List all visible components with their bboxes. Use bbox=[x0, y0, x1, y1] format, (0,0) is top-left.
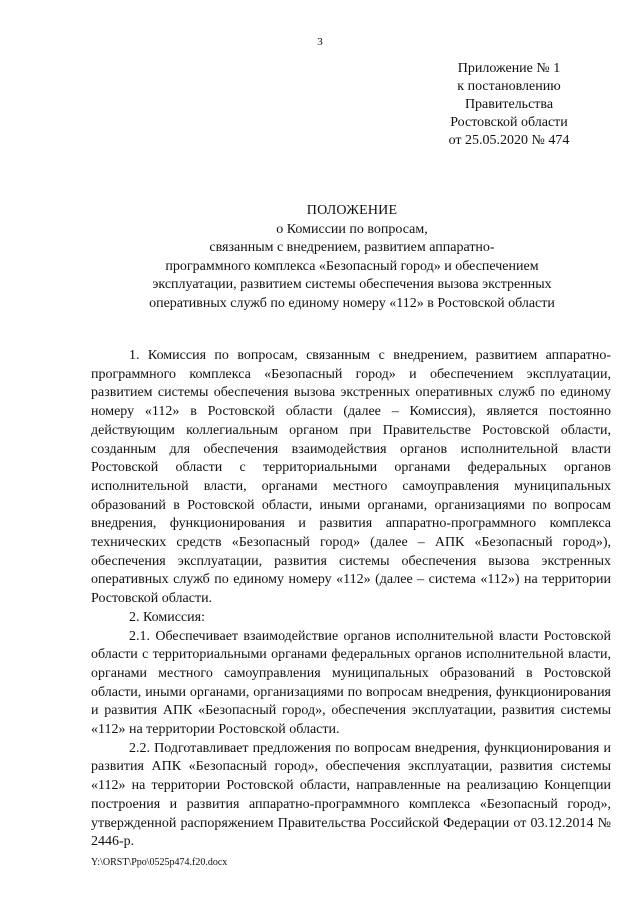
title-line: о Комиссии по вопросам, bbox=[276, 221, 428, 237]
appendix-line: от 25.05.2020 № 474 bbox=[448, 133, 570, 148]
appendix-line: Приложение № 1 bbox=[457, 61, 561, 76]
appendix-line: Ростовской области bbox=[450, 115, 568, 130]
file-path-footer: Y:\ORST\Ppo\0525p474.f20.docx bbox=[91, 857, 228, 868]
paragraph-1: 1. Комиссия по вопросам, связанным с внедрением, развитием аппаратно-программного комплекса «Безопасный город» и обеспечением эксплуатации, развитием системы обеспечения вызова экстренных оперативных служб по единому номеру «112» в Ростовской области (далее – Комиссия), является постоянно действующим коллегиальным органом при Правительстве Ростовской области, созданным для обеспечения взаимодействия органов исполнительной власти Ростовской области с территориальными органами федеральных органов исполнительной власти, органами местного самоуправления муниципальных образований в Ростовской области, иными органами, организациями по вопросам внедрения, функционирования и развития аппаратно-программного комплекса технических средств «Безопасный город» (далее – АПК «Безопасный город»), обеспечения эксплуатации, развития системы обеспечения вызова экстренных оперативных служб по единому номеру «112» (далее – система «112») на территории Ростовской области. bbox=[91, 348, 611, 607]
appendix-line: к постановлению bbox=[457, 79, 561, 94]
appendix-line: Правительства bbox=[464, 97, 554, 112]
title-line: оперативных служб по единому номеру «112» в Ростовской области bbox=[149, 295, 555, 311]
title-line: эксплуатации, развитием системы обеспечения вызова экстренных bbox=[152, 277, 552, 292]
document-title bbox=[92, 202, 612, 313]
paragraph-2-1: 2.1. Обеспечивает взаимодействие органов исполнительной власти Ростовской области с территориальными органами федеральных органов исполнительной власти, органами местного самоуправления муниципальных образований в Ростовской области, иными органами, организациями по вопросам внедрения, функционирования и развития АПК «Безопасный город», обеспечения эксплуатации, развития системы «112» на территории Ростовской области. bbox=[91, 628, 611, 738]
page-number: 3 bbox=[317, 36, 323, 48]
document-body bbox=[91, 347, 611, 852]
appendix-block bbox=[434, 60, 584, 150]
title-heading: ПОЛОЖЕНИЕ bbox=[306, 203, 398, 218]
paragraph-2-2: 2.2. Подготавливает предложения по вопросам внедрения, функционирования и развития АПК «Безопасный город», обеспечения эксплуатации, развития системы «112» на территории Ростовской области, направленные на реализацию Концепции построения и развития аппаратно-программного комплекса «Безопасный город», утвержденной распоряжением Правительства Российской Федерации от 03.12.2014 № 2446-р. bbox=[91, 740, 611, 850]
title-line: связанным с внедрением, развитием аппаратно- bbox=[209, 240, 495, 255]
title-line: программного комплекса «Безопасный город» и обеспечением bbox=[165, 258, 539, 274]
paragraph-2: 2. Комиссия: bbox=[129, 609, 205, 625]
